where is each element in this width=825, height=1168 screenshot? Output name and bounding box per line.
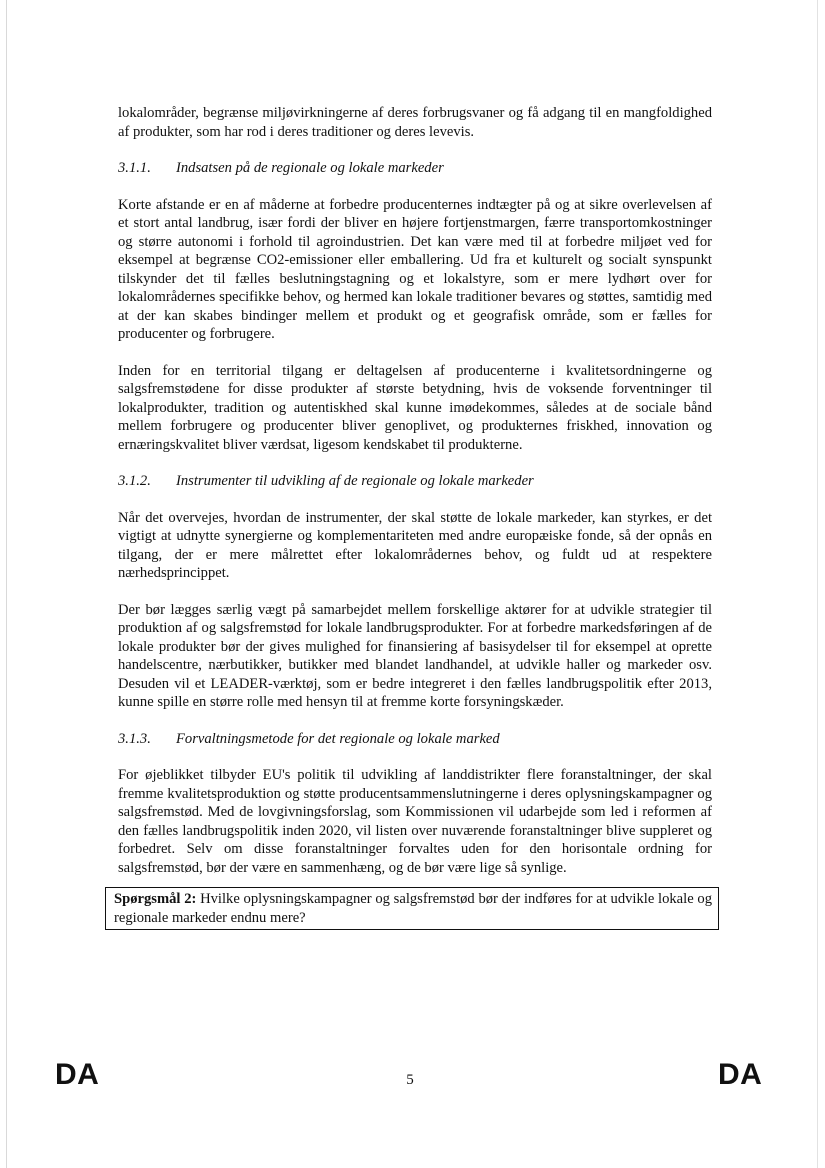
section-number: 3.1.2. [118, 473, 151, 489]
page-edge-left [6, 0, 7, 1168]
page-edge-right [817, 0, 818, 1168]
paragraph: Korte afstande er en af måderne at forbedre producenternes indtægter på og at sikre overlevelsen af et stort antal landbrug, især fordi der bliver en højere fortjenstmargen, færre transportomkostninger og større autonomi i forhold til agroindustrien. Det kan være med til at forbedre miljøet ved for eksempel at begrænse CO2-emissioner eller emballering. Ud fra et kulturelt og socialt synspunkt tilskynder det til fælles beslutningstagning og et lokalstyre, som er mere lydhørt over for lokalområdernes specifikke behov, og hermed kan lokale traditioner bevares og støttes, samtidig med at der kan skabes bindinger mellem et produkt og et geografisk område, som er fælles for producenter og forbrugere. [118, 196, 712, 342]
section-title: Indsatsen på de regionale og lokale markeder [176, 160, 444, 176]
question-body: Hvilke oplysningskampagner og salgsfremstød bør der indføres for at udvikle lokale og regionale markeder endnu mere? [114, 891, 712, 926]
question-box [105, 887, 719, 930]
section-heading-3-1-2 [118, 472, 712, 491]
section-heading-3-1-1 [118, 159, 712, 178]
section-number: 3.1.1. [118, 160, 151, 176]
document-body [114, 104, 712, 930]
paragraph: For øjeblikket tilbyder EU's politik til udvikling af landdistrikter flere foranstaltninger, der skal fremme kvalitetsproduktion og støtte producentsammenslutningerne i deres oplysningskampagner og salgsfremstød. Med de lovgivningsforslag, som Kommissionen vil udarbejde som led i reformen af den fælles landbrugspolitik inden 2020, vil listen over nuværende foranstaltninger blive suppleret og forbedret. Selv om disse foranstaltninger forvaltes uden for den horisontale ordning for salgsfremstød, bør der være en sammenhæng, og de bør være lige så synlige. [118, 767, 712, 876]
paragraph: lokalområder, begrænse miljøvirkningerne af deres forbrugsvaner og få adgang til en mangfoldighed af produkter, som har rod i deres traditioner og deres levevis. [118, 105, 712, 140]
paragraph: Når det overvejes, hvordan de instrumenter, der skal støtte de lokale markeder, kan styrkes, er det vigtigt at udnytte synergierne og komplementariteten med andre europæiske fonde, så der opnås en tilgang, der er mere målrettet efter lokalområdernes behov, og fuldt ud at respektere nærhedsprincippet. [118, 509, 712, 581]
paragraph: Inden for en territorial tilgang er deltagelsen af producenterne i kvalitetsordningerne og salgsfremstødene for disse produkter af største betydning, hvis de voksende forventninger til lokalprodukter, tradition og autentiskhed skal kunne imødekommes, således at de sociale bånd mellem forbrugere og producenter bliver genoplivet, og produkternes friskhed, innovation og ernæringskvalitet bliver værdsat, ligesom kendskabet til produkterne. [118, 362, 712, 453]
section-title: Instrumenter til udvikling af de regionale og lokale markeder [176, 473, 534, 489]
page-number: 5 [406, 1072, 414, 1088]
question-text [114, 890, 712, 927]
question-label: Spørgsmål 2: [114, 891, 197, 907]
section-number: 3.1.3. [118, 730, 151, 747]
section-heading-3-1-3 [118, 730, 712, 749]
section-title: Forvaltningsmetode for det regionale og lokale marked [176, 730, 500, 747]
paragraph: Der bør lægges særlig vægt på samarbejdet mellem forskellige aktører for at udvikle strategier til produktion af og salgsfremstød for lokale landbrugsprodukter. For at forbedre markedsføringen af de lokale produkter bør der gives mulighed for finansiering af basisydelser til for eksempel at oprette handelscentre, nærbutikker, butikker med blandet landhandel, at udvikle haller og markeder osv. Desuden vil et LEADER-værktøj, som er bedre integreret i den fælles landbrugspolitik efter 2013, kunne spille en større rolle med hensyn til at fremme korte forsyningskæder. [118, 601, 712, 710]
language-code-right: DA [718, 1058, 763, 1091]
language-code-left: DA [55, 1058, 100, 1091]
